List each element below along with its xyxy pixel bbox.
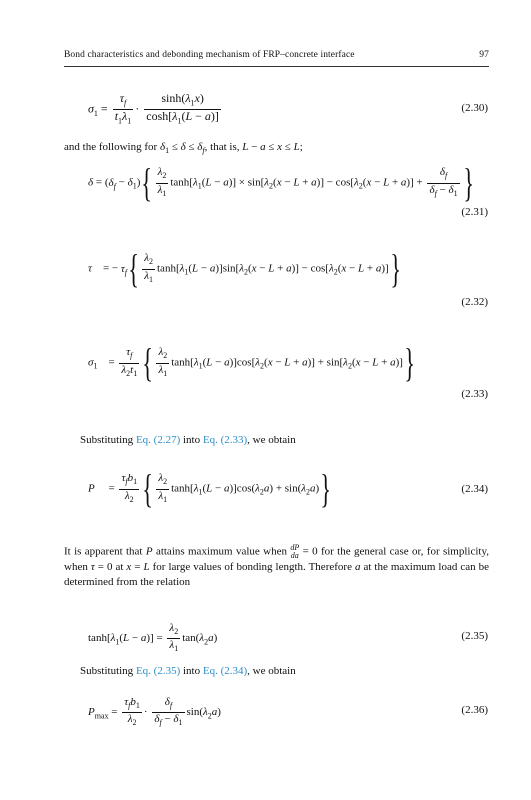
equation-number: (2.30) xyxy=(461,102,488,114)
equation-2-32: τ = − $\tau_f${ $\frac{\lambda_2}{\lambda_1}$ $\tanh[\lambda_1(L - a)]\sin[\lambda_2(x - L + a)] - \cos[\lambda_2(x - L + a)]$} xyxy=(88,246,401,291)
equation-2-31: $\delta = (\delta_f - \delta_1)${ $\frac{\lambda_2}{\lambda_1}$ $\tanh[\lambda_1(L - a)] \times \sin[\lambda_2(x - L + a)] - \cos[\lambda_2(x - L + a)]$ + $\frac{\delta_f}{\delta_f - \delta_1}$ } xyxy=(88,160,474,205)
equation-2-30: $\sigma_1$ = $\frac{\tau_f}{t_1\lambda_1}$ · $\frac{\sinh(\lambda_1x)}{\cosh[\lambda_1(L - a)]}$ xyxy=(88,91,219,126)
running-title: Bond characteristics and debonding mechanism of FRP–concrete interface xyxy=(64,50,355,60)
link-eq-2-27[interactable]: Eq. (2.27) xyxy=(135,434,181,446)
equation-number: (2.33) xyxy=(461,388,488,400)
equation-number: (2.34) xyxy=(461,483,488,495)
equation-number: (2.31) xyxy=(461,206,488,218)
link-eq-2-35[interactable]: Eq. (2.35) xyxy=(135,665,181,677)
equation-2-33: $\sigma_1$ = $\frac{\tau_f}{\lambda_2t_1}$ { $\frac{\lambda_2}{\lambda_1}$ $\tanh[\lambda_1(L - a)]\cos[\lambda_2(x - L + a)] + \sin[\lambda_2(x - L + a)]$} xyxy=(88,340,415,385)
page-number: 97 xyxy=(479,50,489,60)
equation-2-36: $P_{max}$ = $\frac{\tau_fb_1}{\lambda_2}$ · $\frac{\delta_f}{\delta_f - \delta_1}$ $\sin(\lambda_2a)$ xyxy=(88,696,221,728)
paragraph-following: and the following for $\delta_1 \le \delta \le \delta_f$, that is, L − a ≤ x ≤ L; xyxy=(64,141,303,156)
equation-number: (2.35) xyxy=(461,630,488,642)
link-eq-2-34[interactable]: Eq. (2.34) xyxy=(202,665,248,677)
equation-2-35: $\tanh[\lambda_1(L - a)]$ = $\frac{\lambda_2}{\lambda_1}$ $\tan(\lambda_2a)$ xyxy=(88,622,218,654)
equation-2-34: P = $\frac{\tau_fb_1}{\lambda_2}$ { $\frac{\lambda_2}{\lambda_1}$ $\tanh[\lambda_1(L - a)]\cos(\lambda_2a) + \sin(\lambda_2a)$} xyxy=(88,466,332,511)
paragraph-apparent: It is apparent that P attains maximum value when dP da = 0 for the general case or, for simplicity, when τ = 0 at x = L for large values of bonding length. Therefore a at the maximum load can be determined from the relation xyxy=(64,543,490,588)
equation-number: (2.36) xyxy=(461,704,488,716)
link-eq-2-33[interactable]: Eq. (2.33) xyxy=(202,434,248,446)
running-header xyxy=(64,50,489,64)
paragraph-substitute-2: Substituting Eq. (2.35) into Eq. (2.34), we obtain xyxy=(80,665,296,677)
paragraph-substitute-1: Substituting Eq. (2.27) into Eq. (2.33), we obtain xyxy=(80,434,296,446)
header-rule xyxy=(64,66,489,67)
equation-number: (2.32) xyxy=(461,296,488,308)
